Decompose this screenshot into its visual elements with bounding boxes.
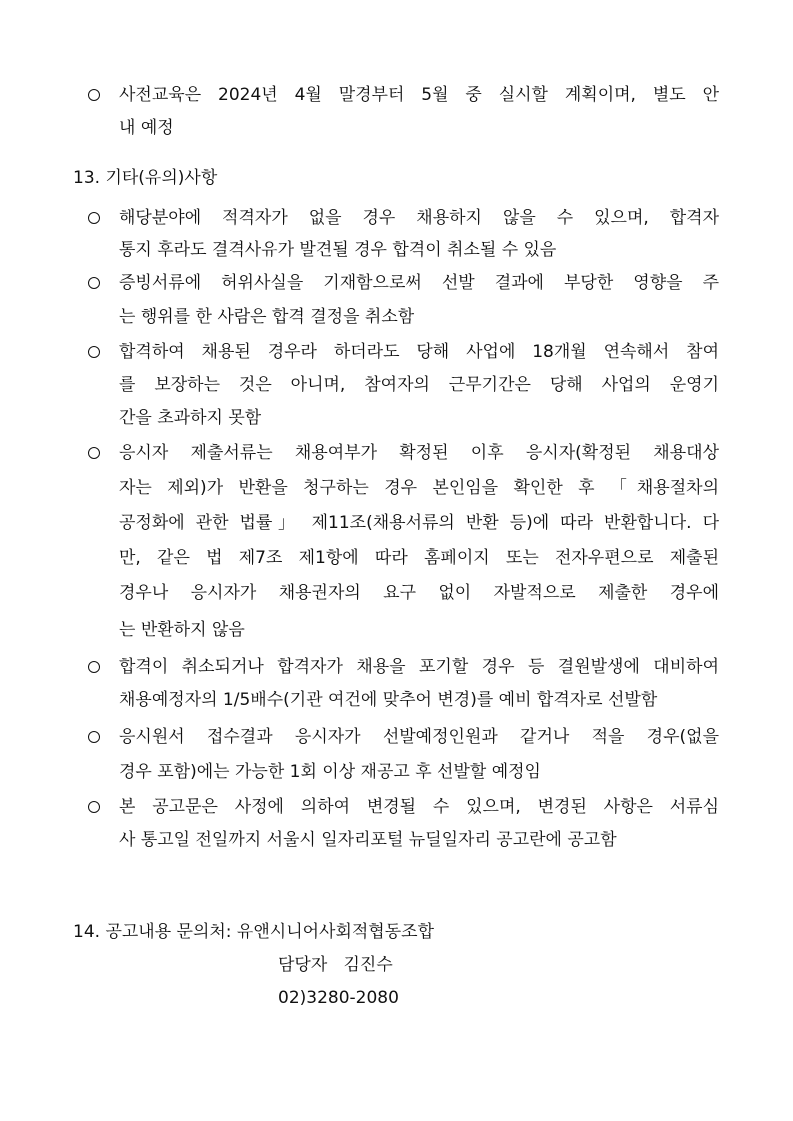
list-item-line: 사 통고일 전일까지 서울시 일자리포털 뉴딜일자리 공고란에 공고함 xyxy=(119,830,617,850)
list-item-line: 응시원서 접수결과 응시자가 선발예정인원과 같거나 적을 경우(없을 xyxy=(119,727,719,747)
list-item-line: 본 공고문은 사정에 의하여 변경될 수 있으며, 변경된 사항은 서류심 xyxy=(119,797,719,817)
bullet-circle-icon xyxy=(88,661,100,673)
list-item-line: 합격하여 채용된 경우라 하더라도 당해 사업에 18개월 연속해서 참여 xyxy=(119,342,719,362)
bullet-circle-icon xyxy=(88,731,100,743)
contact-phone: 02)3280-2080 xyxy=(278,988,399,1008)
bullet-circle-icon xyxy=(88,212,100,224)
list-item-line: 사전교육은 2024년 4월 말경부터 5월 중 실시할 계획이며, 별도 안 xyxy=(119,85,719,105)
list-item-line: 증빙서류에 허위사실을 기재함으로써 선발 결과에 부당한 영향을 주 xyxy=(119,273,719,293)
list-item-line: 통지 후라도 결격사유가 발견될 경우 합격이 취소될 수 있음 xyxy=(119,240,557,260)
list-item-line: 를 보장하는 것은 아니며, 참여자의 근무기간은 당해 사업의 운영기 xyxy=(119,375,719,395)
section-13-heading: 13. 기타(유의)사항 xyxy=(73,168,218,188)
list-item-line: 자는 제외)가 반환을 청구하는 경우 본인임을 확인한 후 「채용절차의 xyxy=(119,478,719,498)
list-item-line: 채용예정자의 1/5배수(기관 여건에 맞추어 변경)를 예비 합격자로 선발함 xyxy=(119,690,658,710)
bullet-circle-icon xyxy=(88,447,100,459)
bullet-circle-icon xyxy=(88,801,100,813)
bullet-circle-icon xyxy=(88,89,100,101)
list-item-line: 내 예정 xyxy=(119,118,174,138)
list-item-line: 합격이 취소되거나 합격자가 채용을 포기할 경우 등 결원발생에 대비하여 xyxy=(119,657,719,677)
bullet-circle-icon xyxy=(88,346,100,358)
list-item-line: 경우 포함)에는 가능한 1회 이상 재공고 후 선발할 예정임 xyxy=(119,762,541,782)
contact-person: 담당자 김진수 xyxy=(278,955,393,975)
list-item-line: 경우나 응시자가 채용권자의 요구 없이 자발적으로 제출한 경우에 xyxy=(119,583,719,603)
list-item-line: 간을 초과하지 못함 xyxy=(119,408,262,428)
list-item-line: 공정화에 관한 법률」 제11조(채용서류의 반환 등)에 따라 반환합니다. 다 xyxy=(119,513,719,533)
list-item-line: 는 반환하지 않음 xyxy=(119,620,245,640)
section-14-heading: 14. 공고내용 문의처: 유앤시니어사회적협동조합 xyxy=(73,922,434,942)
list-item-line: 만, 같은 법 제7조 제1항에 따라 홈페이지 또는 전자우편으로 제출된 xyxy=(119,548,719,568)
list-item-line: 응시자 제출서류는 채용여부가 확정된 이후 응시자(확정된 채용대상 xyxy=(119,443,719,463)
list-item-line: 는 행위를 한 사람은 합격 결정을 취소함 xyxy=(119,307,415,327)
list-item-line: 해당분야에 적격자가 없을 경우 채용하지 않을 수 있으며, 합격자 xyxy=(119,208,719,228)
bullet-circle-icon xyxy=(88,277,100,289)
